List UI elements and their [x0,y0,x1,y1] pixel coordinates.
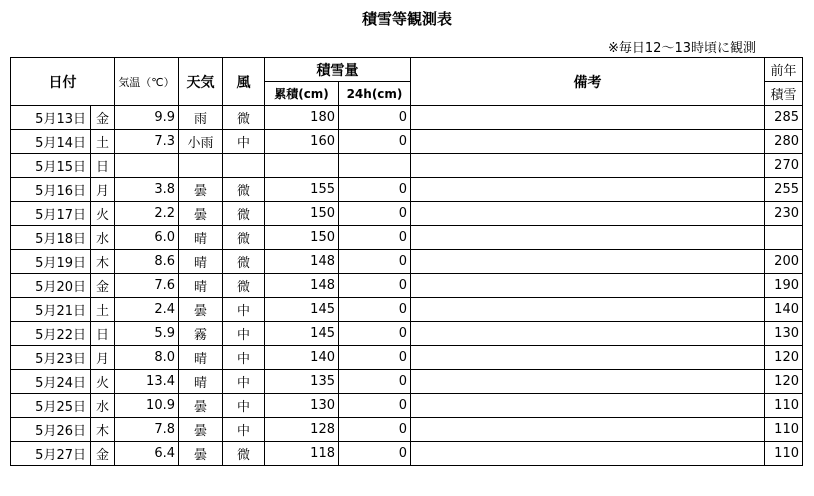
table-row [11,178,803,202]
snow-24h-cell: 0 [339,178,411,202]
weather-cell: 曇 [179,298,223,322]
wind-cell: 中 [223,322,265,346]
snow-24h-cell: 0 [339,250,411,274]
weather-cell: 曇 [179,202,223,226]
snow-total-cell: 118 [265,442,339,466]
wind-cell: 中 [223,394,265,418]
weather-cell: 曇 [179,394,223,418]
date-cell: 5月14日 [11,130,91,154]
weekday-cell: 水 [91,394,115,418]
header-snow-total: 累積(cm) [265,82,339,106]
weather-cell: 霧 [179,322,223,346]
snow-24h-cell: 0 [339,130,411,154]
snow-total-cell: 130 [265,394,339,418]
header-wind: 風 [223,58,265,106]
date-cell: 5月27日 [11,442,91,466]
temp-cell: 7.3 [115,130,179,154]
remarks-cell [411,442,765,466]
prev-year-cell: 130 [765,322,803,346]
weather-cell: 晴 [179,226,223,250]
weekday-cell: 月 [91,346,115,370]
wind-cell: 中 [223,130,265,154]
header-snow-24h: 24h(cm) [339,82,411,106]
header-temp: 気温（℃） [115,58,179,106]
prev-year-cell: 140 [765,298,803,322]
header-remarks: 備考 [411,58,765,106]
date-cell: 5月23日 [11,346,91,370]
weather-cell: 雨 [179,106,223,130]
table-row [11,394,803,418]
weather-cell: 晴 [179,346,223,370]
prev-year-cell: 110 [765,418,803,442]
remarks-cell [411,202,765,226]
wind-cell: 微 [223,226,265,250]
wind-cell: 微 [223,202,265,226]
snow-observation-table [10,57,803,466]
wind-cell: 微 [223,106,265,130]
snow-24h-cell: 0 [339,202,411,226]
table-row [11,250,803,274]
weather-cell: 小雨 [179,130,223,154]
weather-cell: 曇 [179,178,223,202]
table-row [11,274,803,298]
weekday-cell: 木 [91,250,115,274]
table-body [11,106,803,466]
weekday-cell: 水 [91,226,115,250]
date-cell: 5月18日 [11,226,91,250]
snow-total-cell: 180 [265,106,339,130]
temp-cell: 13.4 [115,370,179,394]
header-prev-year-2: 積雪 [765,82,803,106]
remarks-cell [411,226,765,250]
wind-cell: 微 [223,274,265,298]
snow-24h-cell: 0 [339,418,411,442]
weekday-cell: 月 [91,178,115,202]
prev-year-cell [765,226,803,250]
prev-year-cell: 280 [765,130,803,154]
snow-total-cell: 128 [265,418,339,442]
weekday-cell: 金 [91,106,115,130]
snow-24h-cell: 0 [339,442,411,466]
remarks-cell [411,394,765,418]
remarks-cell [411,322,765,346]
prev-year-cell: 190 [765,274,803,298]
weekday-cell: 日 [91,154,115,178]
wind-cell: 中 [223,370,265,394]
snow-total-cell: 148 [265,274,339,298]
snow-24h-cell: 0 [339,298,411,322]
table-row [11,418,803,442]
date-cell: 5月20日 [11,274,91,298]
snow-24h-cell: 0 [339,370,411,394]
prev-year-cell: 110 [765,394,803,418]
snow-total-cell: 148 [265,250,339,274]
date-cell: 5月16日 [11,178,91,202]
table-title: 積雪等観測表 [361,10,452,28]
snow-total-cell: 155 [265,178,339,202]
weather-cell: 曇 [179,418,223,442]
prev-year-cell: 120 [765,346,803,370]
wind-cell: 中 [223,418,265,442]
prev-year-cell: 255 [765,178,803,202]
temp-cell [115,154,179,178]
weather-cell: 晴 [179,274,223,298]
prev-year-cell: 285 [765,106,803,130]
prev-year-cell: 110 [765,442,803,466]
snow-24h-cell: 0 [339,322,411,346]
table-row [11,154,803,178]
temp-cell: 6.0 [115,226,179,250]
date-cell: 5月19日 [11,250,91,274]
remarks-cell [411,298,765,322]
temp-cell: 9.9 [115,106,179,130]
temp-cell: 6.4 [115,442,179,466]
temp-cell: 10.9 [115,394,179,418]
remarks-cell [411,346,765,370]
wind-cell [223,154,265,178]
wind-cell: 中 [223,298,265,322]
weather-cell [179,154,223,178]
date-cell: 5月21日 [11,298,91,322]
snow-24h-cell: 0 [339,106,411,130]
snow-24h-cell: 0 [339,226,411,250]
header-date: 日付 [11,58,115,106]
table-row [11,370,803,394]
weekday-cell: 土 [91,298,115,322]
temp-cell: 8.0 [115,346,179,370]
table-row [11,322,803,346]
remarks-cell [411,154,765,178]
prev-year-cell: 200 [765,250,803,274]
temp-cell: 8.6 [115,250,179,274]
remarks-cell [411,370,765,394]
snow-24h-cell: 0 [339,346,411,370]
prev-year-cell: 230 [765,202,803,226]
remarks-cell [411,274,765,298]
temp-cell: 7.8 [115,418,179,442]
temp-cell: 3.8 [115,178,179,202]
weekday-cell: 火 [91,202,115,226]
table-row [11,226,803,250]
weather-cell: 曇 [179,442,223,466]
weather-cell: 晴 [179,250,223,274]
weekday-cell: 金 [91,274,115,298]
date-cell: 5月17日 [11,202,91,226]
date-cell: 5月15日 [11,154,91,178]
snow-24h-cell: 0 [339,394,411,418]
header-weather: 天気 [179,58,223,106]
table-row [11,442,803,466]
weather-cell: 晴 [179,370,223,394]
weekday-cell: 金 [91,442,115,466]
temp-cell: 7.6 [115,274,179,298]
table-row [11,202,803,226]
date-cell: 5月22日 [11,322,91,346]
table-row [11,130,803,154]
wind-cell: 中 [223,346,265,370]
table-row [11,106,803,130]
table-row [11,346,803,370]
snow-total-cell: 160 [265,130,339,154]
snow-24h-cell [339,154,411,178]
snow-24h-cell: 0 [339,274,411,298]
observation-note: ※毎日12～13時頃に観測 [608,41,756,56]
wind-cell: 微 [223,442,265,466]
date-cell: 5月13日 [11,106,91,130]
remarks-cell [411,130,765,154]
snow-total-cell [265,154,339,178]
remarks-cell [411,178,765,202]
weekday-cell: 土 [91,130,115,154]
weekday-cell: 火 [91,370,115,394]
snow-total-cell: 145 [265,322,339,346]
date-cell: 5月26日 [11,418,91,442]
header-snow: 積雪量 [265,58,411,82]
wind-cell: 微 [223,178,265,202]
snow-total-cell: 150 [265,202,339,226]
remarks-cell [411,250,765,274]
date-cell: 5月25日 [11,394,91,418]
snow-total-cell: 150 [265,226,339,250]
header-prev-year-1: 前年 [765,58,803,82]
prev-year-cell: 270 [765,154,803,178]
snow-total-cell: 135 [265,370,339,394]
temp-cell: 2.2 [115,202,179,226]
temp-cell: 2.4 [115,298,179,322]
snow-total-cell: 140 [265,346,339,370]
temp-cell: 5.9 [115,322,179,346]
weekday-cell: 木 [91,418,115,442]
prev-year-cell: 120 [765,370,803,394]
snow-total-cell: 145 [265,298,339,322]
wind-cell: 微 [223,250,265,274]
remarks-cell [411,106,765,130]
weekday-cell: 日 [91,322,115,346]
remarks-cell [411,418,765,442]
table-row [11,298,803,322]
date-cell: 5月24日 [11,370,91,394]
